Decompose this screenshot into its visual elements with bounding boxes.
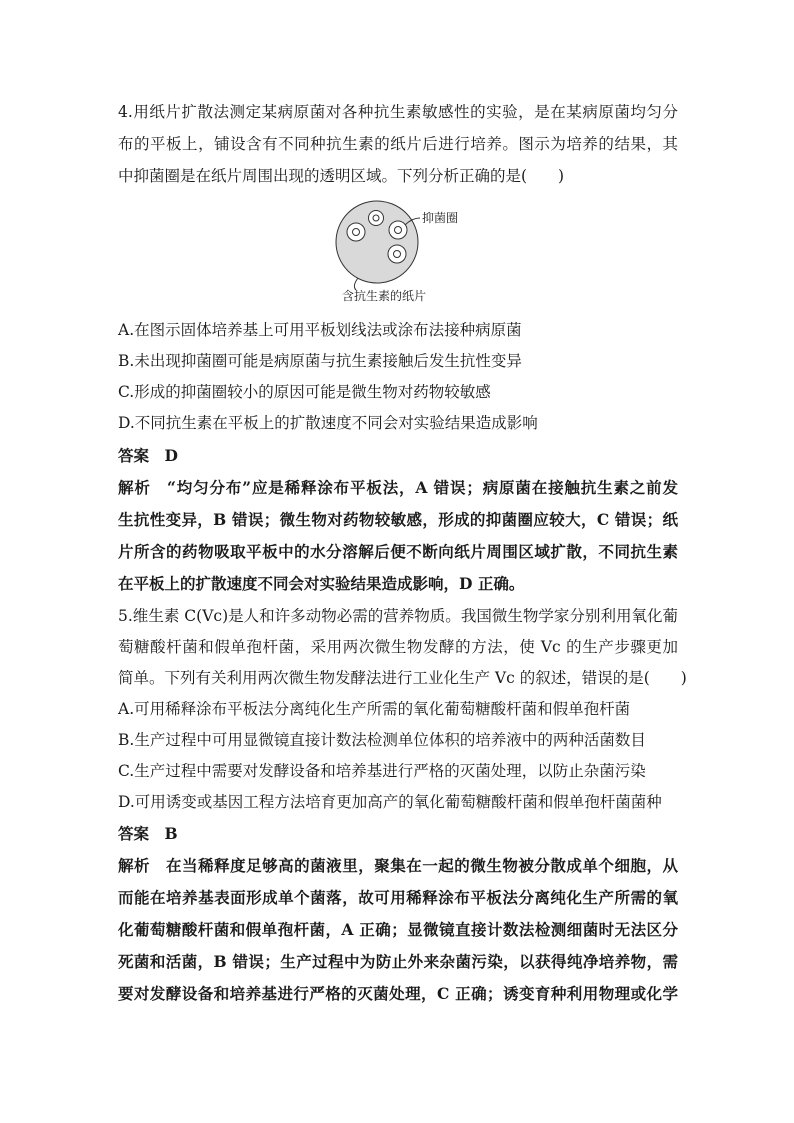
- q4-stem-line-2: 布的平板上，铺设含有不同种抗生素的纸片后进行培养。图示为培养的结果，其: [118, 135, 678, 153]
- q5-option-a: A.可用稀释涂布平板法分离纯化生产所需的氧化葡萄糖酸杆菌和假单孢杆菌: [118, 700, 631, 718]
- q5-stem-line-2: 萄糖酸杆菌和假单孢杆菌，采用两次微生物发酵的方法，使 Vc 的生产步骤更加: [118, 638, 678, 656]
- paper-disc-label: 含抗生素的纸片: [342, 289, 427, 303]
- q5-answer: 答案 B: [118, 824, 178, 843]
- q5-stem-line-3: 简单。下列有关利用两次微生物发酵法进行工业化生产 Vc 的叙述，错误的是( ): [118, 669, 687, 687]
- q5-analysis-line-5: 要对发酵设备和培养基进行严格的灭菌处理，C 正确；诱变育种利用物理或化学: [118, 984, 678, 1003]
- q4-analysis-line-2: 生抗性变异，B 错误；微生物对药物较敏感，形成的抑菌圈应较大，C 错误；纸: [118, 510, 678, 529]
- paper-disc-3: [389, 221, 407, 239]
- q5-option-d: D.可用诱变或基因工程方法培育更加高产的氧化葡萄糖酸杆菌和假单孢杆菌菌种: [118, 793, 662, 811]
- q5-option-c: C.生产过程中需要对发酵设备和培养基进行严格的灭菌处理，以防止杂菌污染: [118, 762, 646, 780]
- inhibition-zone-label: 抑菌圈: [422, 211, 459, 225]
- paper-disc-1: [347, 223, 365, 241]
- q4-stem-line-3: 中抑菌圈是在纸片周围出现的透明区域。下列分析正确的是( ): [118, 167, 565, 185]
- q4-analysis-line-4: 在平板上的扩散速度不同会对实验结果造成影响，D 正确。: [118, 574, 525, 593]
- agar-plate-figure: [320, 198, 490, 308]
- q5-stem-line-1: 5.维生素 C(Vc)是人和许多动物必需的营养物质。我国微生物学家分别利用氧化葡: [118, 607, 678, 625]
- q5-analysis-line-2: 而能在培养基表面形成单个菌落，故可用稀释涂布平板法分离纯化生产所需的氧: [118, 888, 678, 907]
- q5-analysis-line-4: 死菌和活菌，B 错误；生产过程中为防止外来杂菌污染，以获得纯净培养物，需: [118, 952, 678, 971]
- q4-stem-line-1: 4.用纸片扩散法测定某病原菌对各种抗生素敏感性的实验，是在某病原菌均匀分: [118, 103, 678, 121]
- q4-option-d: D.不同抗生素在平板上的扩散速度不同会对实验结果造成影响: [118, 414, 538, 432]
- q4-option-c: C.形成的抑菌圈较小的原因可能是微生物对药物较敏感: [118, 383, 491, 401]
- agar-plate-diagram: [320, 198, 490, 308]
- q4-answer: 答案 D: [118, 446, 178, 465]
- q4-option-b: B.未出现抑菌圈可能是病原菌与抗生素接触后发生抗性变异: [118, 352, 522, 370]
- q5-option-b: B.生产过程中可用显微镜直接计数法检测单位体积的培养液中的两种活菌数目: [118, 731, 646, 749]
- q4-option-a: A.在图示固体培养基上可用平板划线法或涂布法接种病原菌: [118, 321, 522, 339]
- q4-analysis-line-1: 解析 “均匀分布”应是稀释涂布平板法，A 错误；病原菌在接触抗生素之前发: [118, 478, 678, 497]
- q4-analysis-line-3: 片所含的药物吸取平板中的水分溶解后便不断向纸片周围区域扩散，不同抗生素: [118, 542, 678, 561]
- q5-analysis-line-1: 解析 在当稀释度足够高的菌液里，聚集在一起的微生物被分散成单个细胞，从: [118, 856, 678, 875]
- q5-analysis-line-3: 化葡萄糖酸杆菌和假单孢杆菌，A 正确；显微镜直接计数法检测细菌时无法区分: [118, 920, 678, 939]
- paper-disc-4: [388, 245, 406, 263]
- paper-disc-2: [369, 211, 384, 226]
